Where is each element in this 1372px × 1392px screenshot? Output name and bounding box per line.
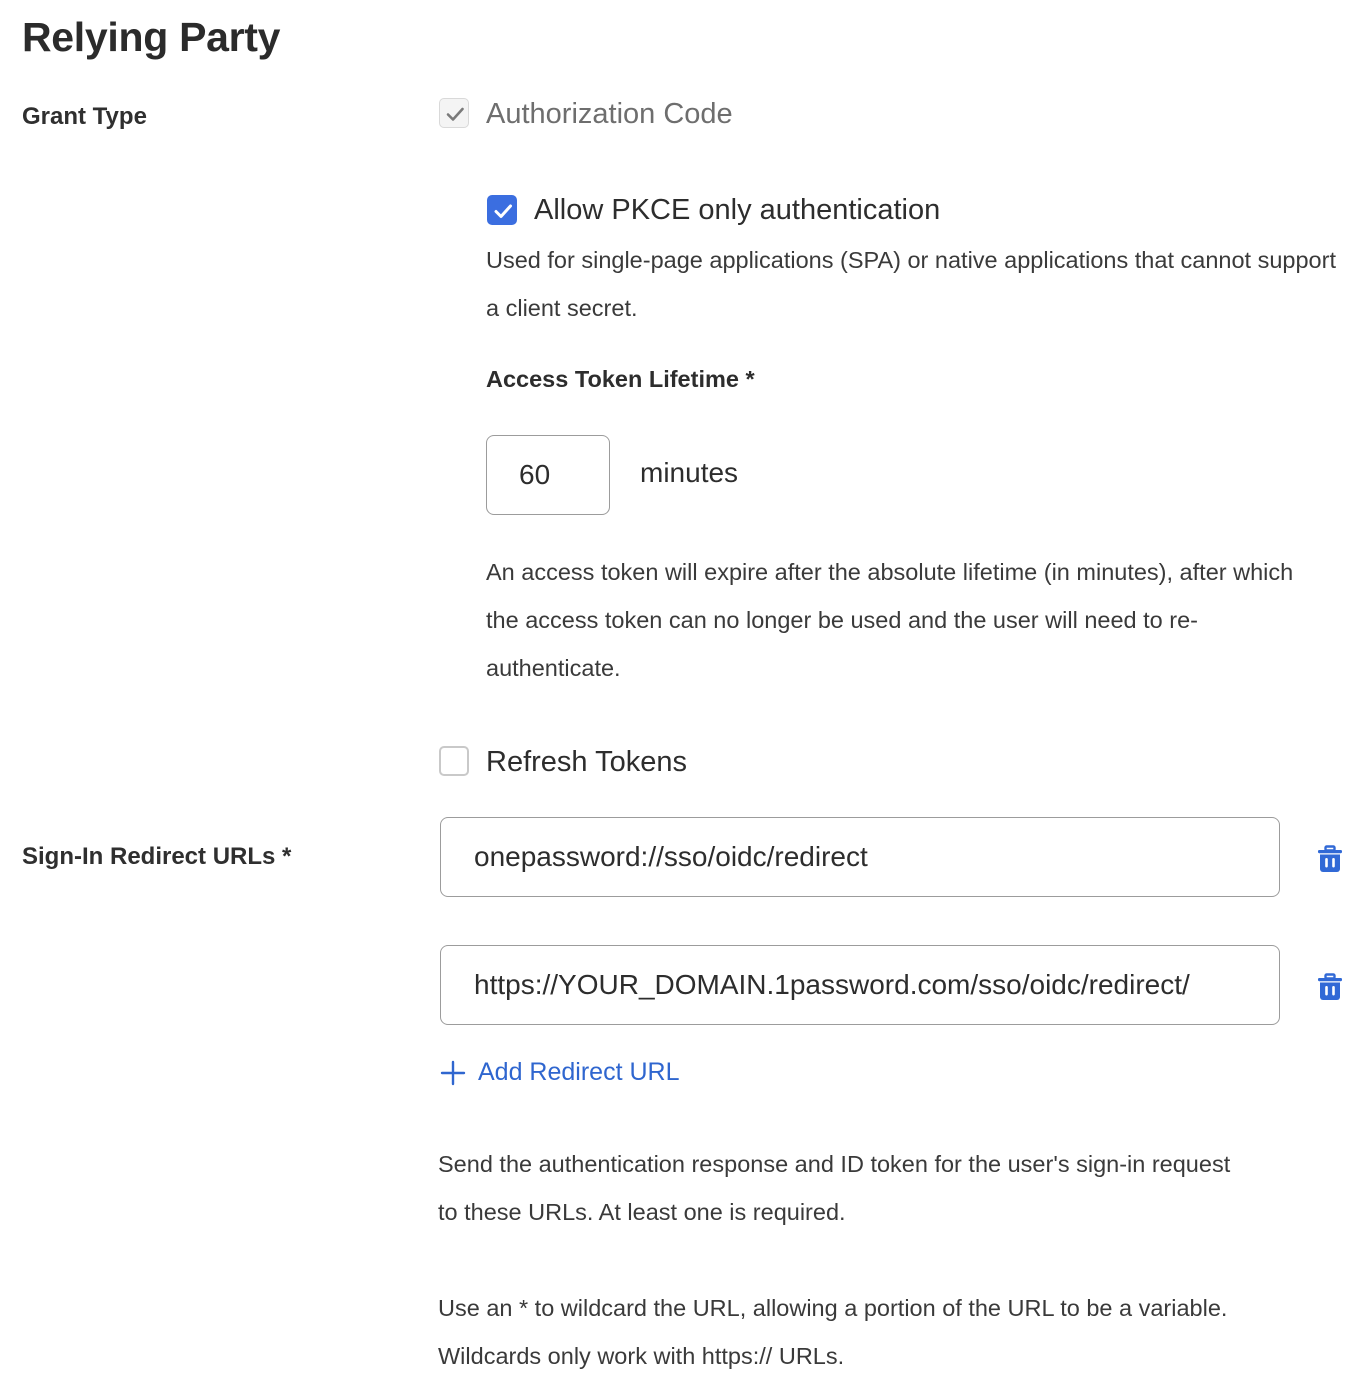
authorization-code-label: Authorization Code — [486, 98, 733, 130]
pkce-help-text: Used for single-page applications (SPA) or native applications that cannot support a client secret. — [486, 247, 1336, 321]
refresh-tokens-checkbox[interactable] — [439, 746, 469, 776]
access-token-lifetime-input[interactable] — [486, 435, 610, 515]
refresh-tokens-label[interactable]: Refresh Tokens — [486, 746, 687, 778]
plus-icon — [440, 1060, 466, 1086]
redirect-url-input[interactable] — [440, 817, 1280, 897]
pkce-checkbox[interactable] — [487, 195, 517, 225]
minutes-unit-label: minutes — [640, 457, 739, 488]
page-title: Relying Party — [22, 14, 281, 60]
pkce-label[interactable]: Allow PKCE only authentication — [534, 194, 941, 226]
access-token-lifetime-label: Access Token Lifetime * — [486, 366, 755, 392]
add-redirect-url-label: Add Redirect URL — [478, 1058, 680, 1086]
trash-icon[interactable] — [1315, 972, 1345, 1002]
checkmark-icon — [488, 196, 518, 226]
redirect-urls-label: Sign-In Redirect URLs * — [22, 843, 292, 870]
redirect-urls-help-text: Send the authentication response and ID token for the user's sign-in request to these URLs. At least one is required. — [438, 1151, 1231, 1225]
redirect-url-input[interactable] — [440, 945, 1280, 1025]
access-token-help-text: An access token will expire after the absolute lifetime (in minutes), after which the access token can no longer be used and the user will need to re-authenticate. — [486, 559, 1294, 681]
checkmark-icon — [440, 99, 470, 129]
grant-type-label: Grant Type — [22, 103, 147, 130]
wildcard-help-text: Use an * to wildcard the URL, allowing a portion of the URL to be a variable. Wildcards only work with https:// URLs. — [438, 1295, 1228, 1369]
trash-icon[interactable] — [1315, 844, 1345, 874]
add-redirect-url-button[interactable] — [440, 1058, 679, 1087]
authorization-code-checkbox — [439, 98, 469, 128]
